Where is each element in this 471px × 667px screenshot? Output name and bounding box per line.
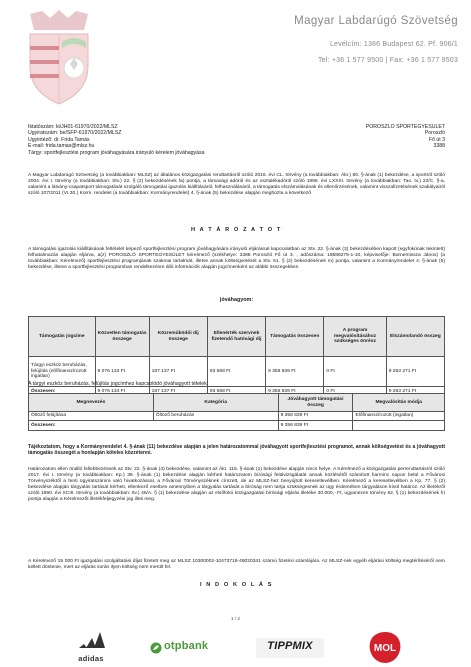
column-header: Megvalósítás módja: [353, 394, 445, 412]
table-cell: [353, 421, 445, 430]
column-header: Közreműködői díj összege: [149, 317, 207, 357]
org-contact: Tel: +36 1 577 9500 | Fax: +36 1 577 9503: [317, 57, 458, 64]
recipient-street: Fő út 3: [428, 136, 445, 143]
recipient-name: POROSZLÓ SPORTEGYESÜLET: [365, 124, 445, 130]
approval-label: jóváhagyom:: [219, 297, 254, 303]
reference-administrator: Ügyintéző: dr. Frida Tamás: [28, 136, 90, 143]
table-row: [29, 412, 445, 421]
table-cell: 9 076 134 Ft: [95, 357, 149, 387]
reference-filing-number: Iktatószám: ki/JH01-61970/2022/MLSZ: [28, 124, 118, 130]
mlsz-logo: [22, 8, 96, 106]
adidas-logo: [68, 632, 114, 664]
recipient-block: [300, 124, 445, 150]
table-cell: 93 568 Ft: [207, 387, 265, 397]
table-cell: 93 568 Ft: [207, 357, 265, 387]
intro-paragraph: A Magyar Labdarúgó Szövetség (a továbbiakban: MLSZ) az általános közigazgatási rendtartásról szóló 2016. évi CL. törvény (a továbbiakban: Ákr.) 80. §-ának (1) bekezdése, a sportról szóló 2004. évi I. törvény (a továbbiakban: Stv.) 22. § (2) bekezdésének fa) pontja, a társasági adóról és az osztalékadóról szóló 1996. évi LXXXI. törvény (a továbbiakban: Tao. tv.) 22/C. §-a, valamint a látvány-csapatsport támogatását szolgáló támogatási igazolás kiállításáról, felhasználásáról, a támogatás elszámolásának és ellenőrzésének, valamint visszafizetésének szabályairól szóló 107/2011 (VI.30.) Korm. rendelet (a továbbiakban: Kormányrendelet) 4. §-ának (5) bekezdése alapján meghozta a következő: [28, 173, 445, 196]
sponsor-bar: [0, 628, 471, 667]
table-header-row: [29, 317, 445, 357]
org-address: Levélcím: 1386 Budapest 62. Pf. 906/1: [329, 41, 458, 48]
items-list-intro: A tárgyi eszköz beruházás, felújítás jogcímhez kapcsolódó jóváhagyott tételek:: [28, 381, 209, 387]
tippmix-logo: [256, 638, 324, 658]
table-cell: 9 263 271 Ft: [386, 387, 444, 397]
reference-email: E-mail: frida.tamas@mlsz.hu: [28, 143, 95, 150]
table-cell: 9 356 839 Ft: [278, 421, 353, 430]
table-cell: 9 356 839 Ft: [266, 387, 324, 397]
otp-leaf-icon: [150, 642, 162, 654]
adidas-stripes-icon: [77, 632, 105, 648]
decision-paragraph: A támogatási igazolás kiállításának feltételét képező sportfejlesztési program jóváhagyására irányuló eljárással kapcsolatban az Stv. 22. §-ának (3) bekezdésében kapott (egyfokúnak tekintett) felhatalmazás alapján eljárva, a(z) POROSZLÓ SPORTEGYESÜLET kérelmező (székhelye: 3388 Poroszló Fő út 3. , adószáma: 18588275-1-10, képviselője: Bornemissza János) (a továbbiakban: Kérelmező) sportfejlesztési programjának szakmai tartalmát, illetve annak költségvetését a Stv. 51. § (2) bekezdésének m) pontja, valamint a Kormányrendelet 4. §-ának (5) bekezdése, illetve a sportfejlesztési programban rendelkezésre álló információk alapján jogcímenként az alábbi összegekben: [28, 247, 445, 270]
column-header: Közvetlen támogatás összege: [95, 317, 149, 357]
table-cell: Összesen:: [29, 387, 96, 397]
fee-paragraph: A Kérelmező 15 000 Ft igazgatási szolgáltatási díjat fizetett meg az MLSZ 10300002-10473718-49020341 számú fizetési számlájára. Az MLSZ-nek egyéb eljárási költség megtérítéséről nem kellett döntenie, mert az eljárás során ilyen költség nem merült fel.: [28, 559, 445, 570]
tippmix-wordmark: TIPPMIX: [267, 640, 313, 652]
column-header: Kategória: [153, 394, 278, 412]
mol-wordmark: MOL: [373, 643, 397, 654]
column-header: Ellenérték szervnek fizetendő hatósági díj: [207, 317, 265, 357]
table-cell: Öltöző beruházás: [153, 412, 278, 421]
adidas-wordmark: adidas: [78, 654, 104, 663]
table-cell: Összesen:: [29, 421, 279, 430]
table-cell: Öltöző felújítása: [29, 412, 154, 421]
table-cell: 9 356 839 Ft: [278, 412, 353, 421]
column-header: Elszámolandó összeg: [386, 317, 444, 357]
legal-remedy-paragraph: Határozatom ellen önálló fellebbezésnek az Stv. 22. §-ának (4) bekezdése, valamint az Ákr. 116. §-ának (1) bekezdése alapján nincs helye. A Kérelmező a közigazgatási perrendtartásról szóló 2017. évi I. törvény (a továbbiakban: Kp.) 39. §-ának (1) bekezdése alapján kérheti határozatom bírósági felülvizsgálatát annak közlésétől számított harminc napon belül a Fővárosi Törvényszéktől a fenti ügyiratszámra való hivatkozással, a Fővárosi Törvényszéknek címzett, de az MLSZ-hez benyújtott keresetlevélben. Kérelmező a keresetlevélben a Kp. 77. § (2) bekezdése alapján tárgyalás tartását kérheti, ellenkező esetben amennyiben a tárgyalás tartását a bíróság nem tartja szükségesnek az ügy érdemében tárgyaláson kívül határoz. Az illetékről szóló 1990. évi XCIII. törvény (a továbbiakban: Itv.) 45/A. § (1) bekezdése alapján az elsőfokú közigazgatási bírósági eljárás illetéke 30.000,- Ft, ugyanezen törvény 62. § (1) bekezdésének h) pontja alapján a Kérelmezőt illetékfeljegyzési jog illeti meg.: [28, 467, 445, 502]
table-cell: Tárgyi eszköz beruházás, felújítás (előfinanszírozott ingatlan): [29, 357, 96, 387]
column-header: A program megvalósításához szükséges önrész: [324, 317, 386, 357]
approved-items-table: [28, 393, 445, 431]
reference-case-number: Ügyiratszám: be/SFP-61970/2022/MLSZ: [28, 130, 122, 137]
table-cell: 9 356 839 Ft: [266, 357, 324, 387]
reference-subject: Tárgy: sportfejlesztési program jóváhagyására irányuló kérelem jóváhagyása: [28, 149, 205, 156]
table-cell: 0 Ft: [324, 357, 386, 387]
column-header: Támogatás jogcíme: [29, 317, 96, 357]
publication-notice: Tájékoztatom, hogy a Kormányrendelet 4. §-ának (11) bekezdése alapján a jelen határozatommal jóváhagyott sportfejlesztési programot, annak költségvetést és a jóváhagyott támogatás összegét a honlapján köteles közzétenni.: [28, 444, 445, 456]
recipient-city: Poroszló: [424, 130, 445, 137]
column-header: Megnevezés: [29, 394, 154, 412]
mol-logo: [366, 630, 404, 664]
table-cell: 9 076 134 Ft: [95, 387, 149, 397]
reference-block: [28, 124, 278, 156]
column-header: Támogatás összesen: [266, 317, 324, 357]
column-header: Jóváhagyott támogatási összeg: [278, 394, 353, 412]
table-cell: 187 137 Ft: [149, 357, 207, 387]
table-cell: 9 263 271 Ft: [386, 357, 444, 387]
otp-bank-logo: [150, 640, 230, 656]
otp-bank-wordmark: otpbank: [164, 640, 209, 652]
reasoning-heading: I N D O K O L Á S: [199, 582, 274, 588]
table-total-row: [29, 421, 445, 430]
decision-heading: H A T Á R O Z A T O T: [191, 227, 282, 233]
page-number: 1 / 2: [231, 616, 240, 621]
org-name: Magyar Labdarúgó Szövetség: [294, 15, 458, 27]
table-cell: 187 137 Ft: [149, 387, 207, 397]
table-header-row: [29, 394, 445, 412]
recipient-postcode: 3388: [433, 143, 445, 150]
table-cell: 0 Ft: [324, 387, 386, 397]
table-cell: Előfinanszírozott (ingatlan): [353, 412, 445, 421]
